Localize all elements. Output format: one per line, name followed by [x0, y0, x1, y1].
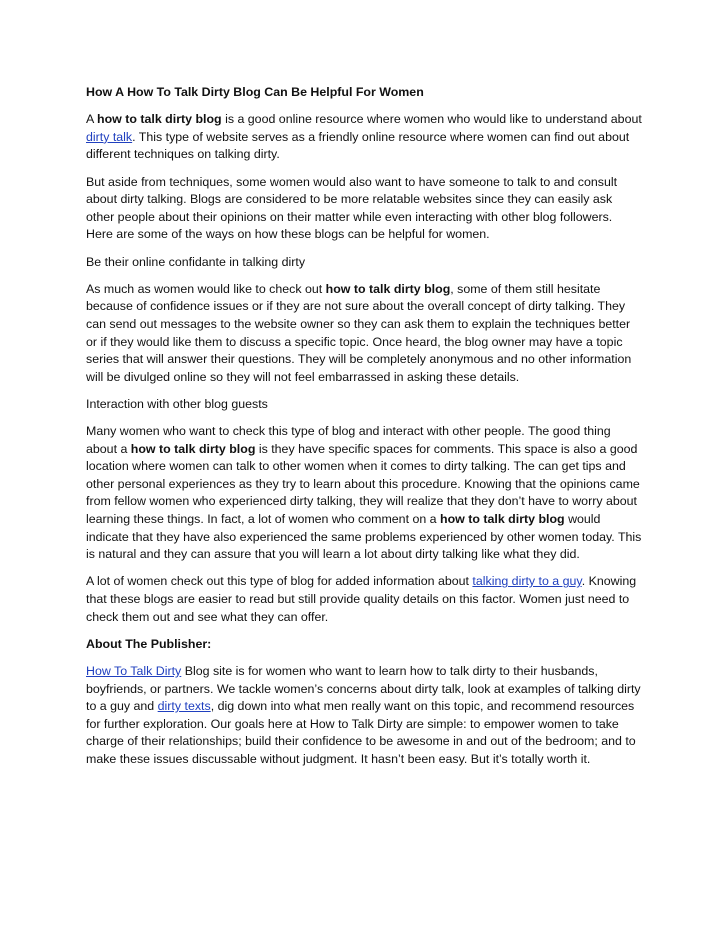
paragraph-intro	[86, 111, 642, 164]
text-run: is a good online resource where women who would like to understand about	[221, 112, 642, 127]
section-heading-confidante: Be their online confidante in talking dirty	[86, 254, 306, 269]
text-run: . This type of website serves as a friendly online resource where women can find out about different techniques on talking dirty.	[86, 129, 630, 162]
paragraph-added-info	[86, 573, 642, 626]
keyword-bold: how to talk dirty blog	[325, 281, 451, 296]
link-dirty-texts[interactable]: dirty texts	[157, 699, 211, 714]
text-run: A lot of women check out this type of blog for added information about	[86, 574, 473, 589]
text-run: is they have specific spaces for comments. This space is also a good location where women can talk to other women when it comes to dirty talking. The can get tips and other personal experiences as they try to learn about this procedure. Knowing that the opinions came from fellow women who experienced dirty talking, they will realize that they don’t have to worry about learning these things. In fact, a lot of women who comment on a	[86, 441, 640, 527]
keyword-bold: how to talk dirty blog	[97, 112, 222, 127]
link-talking-dirty-to-a-guy[interactable]: talking dirty to a guy	[472, 574, 582, 589]
paragraph-publisher	[86, 663, 642, 769]
keyword-bold: how to talk dirty blog	[130, 441, 256, 456]
document-page	[86, 84, 642, 778]
text-run: would indicate that they have also experienced the same problems experienced by other women today. This is natural and they can assure that you will learn a lot about dirty talking like what they did.	[86, 512, 642, 562]
text-run: , dig down into what men really want on this topic, and recommend resources for further exploration. Our goals here at How to Talk Dirty are simple: to empower women to take charge of their relationships; build their confidence to be awesome in and out of the bedroom; and to make these issues discussable without judgment. It hasn’t been easy. But it’s totally worth it.	[86, 699, 636, 766]
link-dirty-talk[interactable]: dirty talk	[86, 129, 133, 144]
text-run: Blog site is for women who want to learn how to talk dirty to their husbands, boyfriends, or partners. We tackle women’s concerns about dirty talk, look at examples of talking dirty to a guy and	[86, 663, 641, 714]
text-run: Many women who want to check this type of blog and interact with other people. The good thing about a	[86, 424, 611, 456]
link-how-to-talk-dirty[interactable]: How To Talk Dirty	[86, 663, 182, 678]
paragraph-confidante	[86, 281, 642, 387]
text-run: . Knowing that these blogs are easier to read but still provide quality details on this factor. Women just need to check them out and see what they can offer.	[86, 574, 637, 624]
section-heading-interaction: Interaction with other blog guests	[86, 396, 268, 411]
text-run: A	[86, 112, 98, 127]
document-title: How A How To Talk Dirty Blog Can Be Helpful For Women	[86, 85, 424, 99]
keyword-bold: how to talk dirty blog	[440, 512, 565, 527]
text-run: As much as women would like to check out	[86, 281, 326, 296]
paragraph-interaction	[86, 423, 642, 564]
paragraph-techniques: But aside from techniques, some women would also want to have someone to talk to and consult about dirty talking. Blogs are considered to be more relatable websites since they can easily ask other people about their opinions on their matter while even interacting with other blog followers. Here are some of the ways on how these blogs can be helpful for women.	[86, 174, 618, 242]
publisher-heading: About The Publisher:	[86, 636, 212, 651]
text-run: , some of them still hesitate because of confidence issues or if they are not sure about the overall concept of dirty talking. They can send out messages to the website owner so they can ask them to explain the techniques better or if they would like them to discuss a specific topic. Once heard, the blog owner may have a topic series that will answer their questions. They will be completely anonymous and no other information will be divulged online so they will not feel embarrassed in asking these details.	[86, 281, 632, 384]
